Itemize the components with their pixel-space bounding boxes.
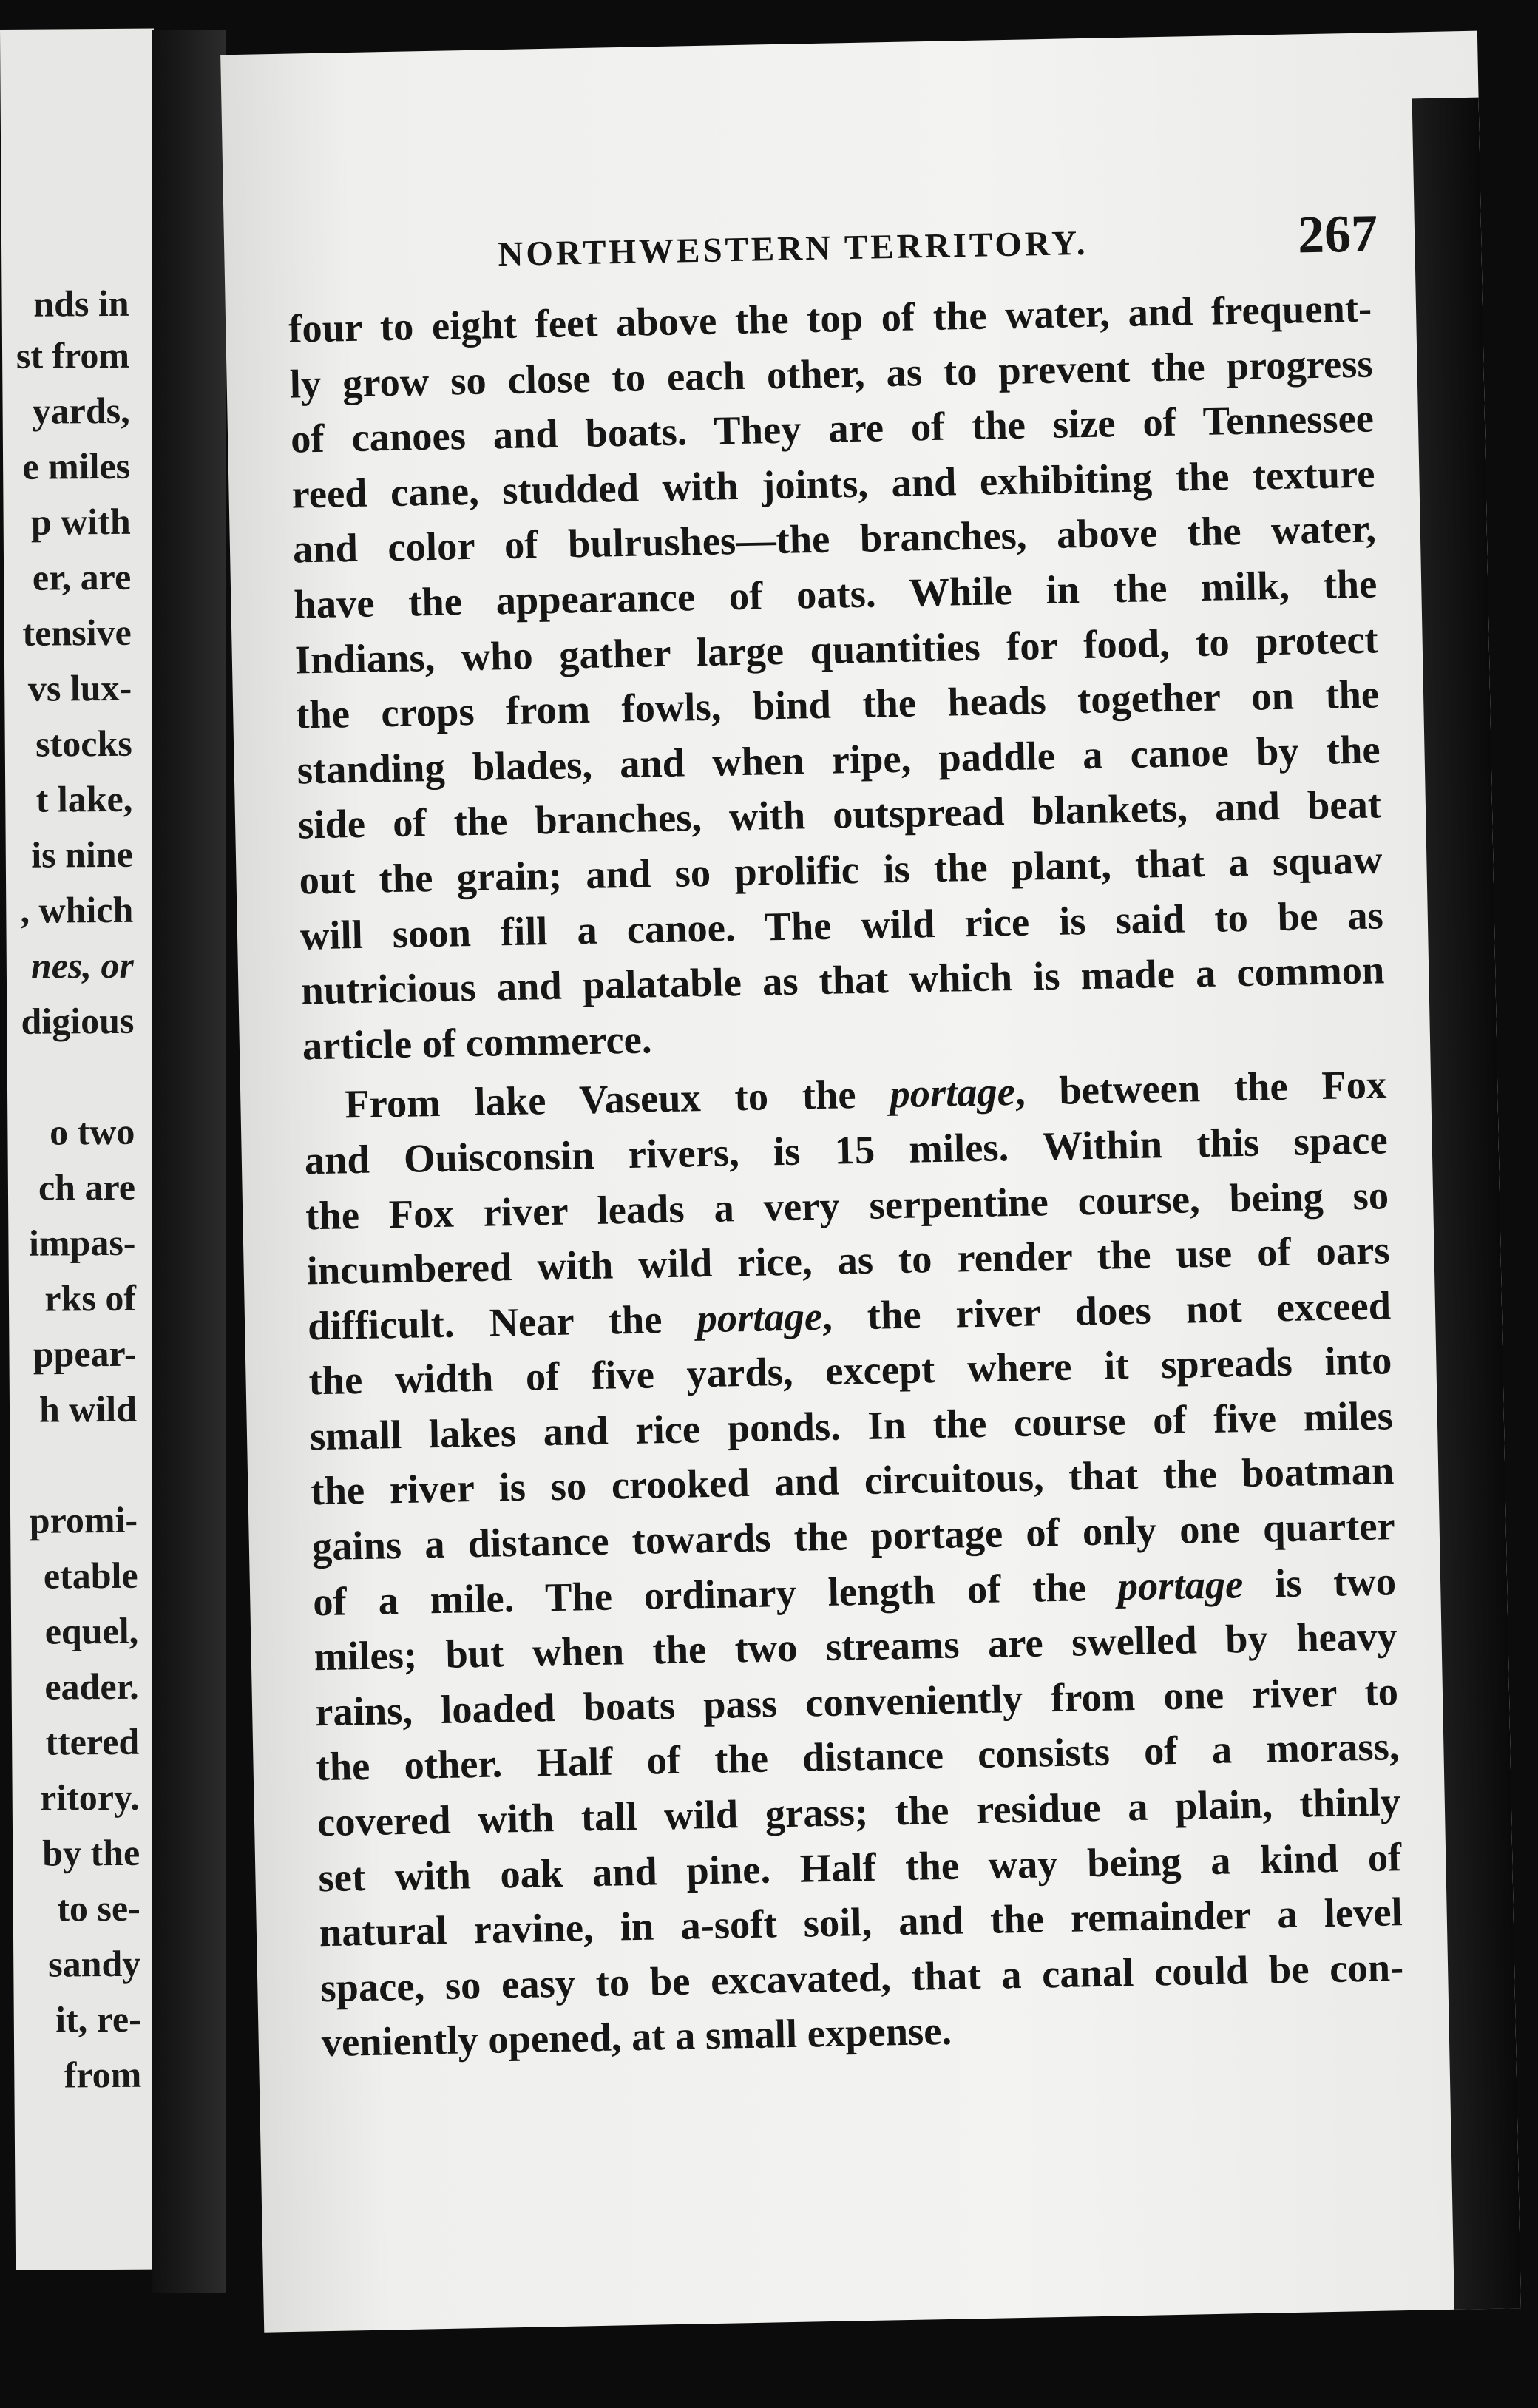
left-page-line: by the	[42, 1831, 140, 1874]
left-page-line: promi-	[29, 1498, 138, 1541]
left-page-line: eader.	[44, 1665, 139, 1708]
text-line: rains, loaded boats pass conveniently from one river to	[314, 1668, 1399, 1735]
text-line: and color of bulrushes—the branches, above the water,	[292, 505, 1377, 572]
text-line: From lake Vaseux to the portage, between the Fox	[344, 1061, 1387, 1127]
left-page-line: ppear-	[33, 1332, 137, 1375]
left-page-line: to se-	[57, 1887, 140, 1930]
left-page-line: sandy	[47, 1942, 141, 1985]
text-line: standing blades, and when ripe, paddle a canoe by the	[297, 726, 1381, 793]
left-page-line: st from	[16, 334, 130, 376]
left-page-line: o two	[49, 1110, 135, 1153]
page-edge-shadow	[1412, 98, 1521, 2333]
left-page-line: stocks	[35, 722, 132, 765]
text-line: the crops from fowls, bind the heads together on the	[295, 671, 1380, 737]
text-line: will soon fill a canoe. The wild rice is said to be as	[299, 891, 1384, 958]
text-line: set with oak and pine. Half the way being a kind of	[317, 1833, 1402, 1900]
text-line: small lakes and rice ponds. In the course of five miles	[309, 1393, 1394, 1459]
left-page-line: er, are	[32, 555, 132, 598]
left-page-line: digious	[21, 999, 135, 1042]
text-line: gains a distance towards the portage of only one quarter	[311, 1503, 1396, 1569]
text-line: out the grain; and so prolific is the plant, that a squaw	[299, 836, 1383, 903]
text-line: the other. Half of the distance consists of a morass,	[316, 1723, 1400, 1790]
left-page-line: it, re-	[55, 1998, 141, 2040]
left-page-line: , which	[20, 888, 134, 931]
left-page-line: impas-	[28, 1221, 136, 1264]
text-line: the width of five yards, except where it spreads into	[308, 1337, 1392, 1404]
text-line: of canoes and boats. They are of the size of Tennessee	[290, 395, 1375, 461]
text-line: difficult. Near the portage, the river does not exceed	[307, 1282, 1392, 1349]
text-line: four to eight feet above the top of the water, and frequent-	[288, 285, 1372, 351]
left-page-line: ritory.	[39, 1776, 140, 1819]
text-line: natural ravine, in a-soft soil, and the remainder a level	[319, 1889, 1403, 1955]
left-page-line: is nine	[31, 833, 133, 876]
text-line: the Fox river leads a very serpentine course, being so	[305, 1171, 1389, 1238]
left-page-line: nds in	[33, 282, 129, 325]
left-page-line: ch are	[38, 1166, 136, 1208]
text-line: miles; but when the two streams are swelled by heavy	[314, 1613, 1398, 1680]
right-page	[220, 31, 1521, 2333]
left-facing-page	[0, 29, 169, 2270]
text-line: space, so easy to be excavated, that a canal could be con-	[319, 1944, 1404, 2011]
left-page-line: p with	[30, 500, 131, 543]
left-page-line: e miles	[22, 444, 131, 487]
text-line: have the appearance of oats. While in the milk, the	[293, 561, 1378, 627]
text-line: Indians, who gather large quantities for food, to protect	[294, 615, 1379, 683]
text-line: incumbered with wild rice, as to render the use of oars	[306, 1227, 1391, 1293]
left-page-line: tensive	[22, 611, 132, 654]
left-page-line: equel,	[44, 1609, 139, 1652]
text-line: article of commerce.	[302, 1016, 652, 1069]
left-page-line: h wild	[38, 1387, 138, 1430]
left-page-line: vs lux-	[27, 666, 132, 709]
left-page-line: yards,	[32, 389, 130, 432]
text-line: and Ouisconsin rivers, is 15 miles. Within this space	[304, 1117, 1389, 1183]
running-head: NORTHWESTERN TERRITORY.	[497, 223, 1089, 274]
text-line: ly grow so close to each other, as to prevent the progress	[289, 340, 1374, 407]
book-gutter	[152, 30, 226, 2293]
left-page-line: t lake,	[35, 777, 133, 820]
text-line: veniently opened, at a small expense.	[321, 2008, 952, 2066]
text-line: covered with tall wild grass; the residue a plain, thinly	[316, 1779, 1401, 1845]
page-number: 267	[1297, 203, 1378, 265]
body-text	[288, 281, 1406, 2072]
left-page-line: nes, or	[30, 944, 135, 987]
left-page-line: etable	[43, 1554, 138, 1597]
text-line: reed cane, studded with joints, and exhibiting the texture	[291, 450, 1375, 517]
text-line: of a mile. The ordinary length of the portage is two	[312, 1558, 1397, 1624]
left-page-line: from	[64, 2053, 142, 2096]
text-line: side of the branches, with outspread blankets, and beat	[297, 781, 1382, 848]
text-line: the river is so crooked and circuitous, that the boatman	[310, 1447, 1395, 1514]
left-page-text	[0, 29, 154, 2096]
text-line: nutricious and palatable as that which is made a common	[300, 947, 1385, 1013]
left-page-line: rks of	[44, 1276, 137, 1319]
left-page-line: ttered	[45, 1720, 140, 1763]
